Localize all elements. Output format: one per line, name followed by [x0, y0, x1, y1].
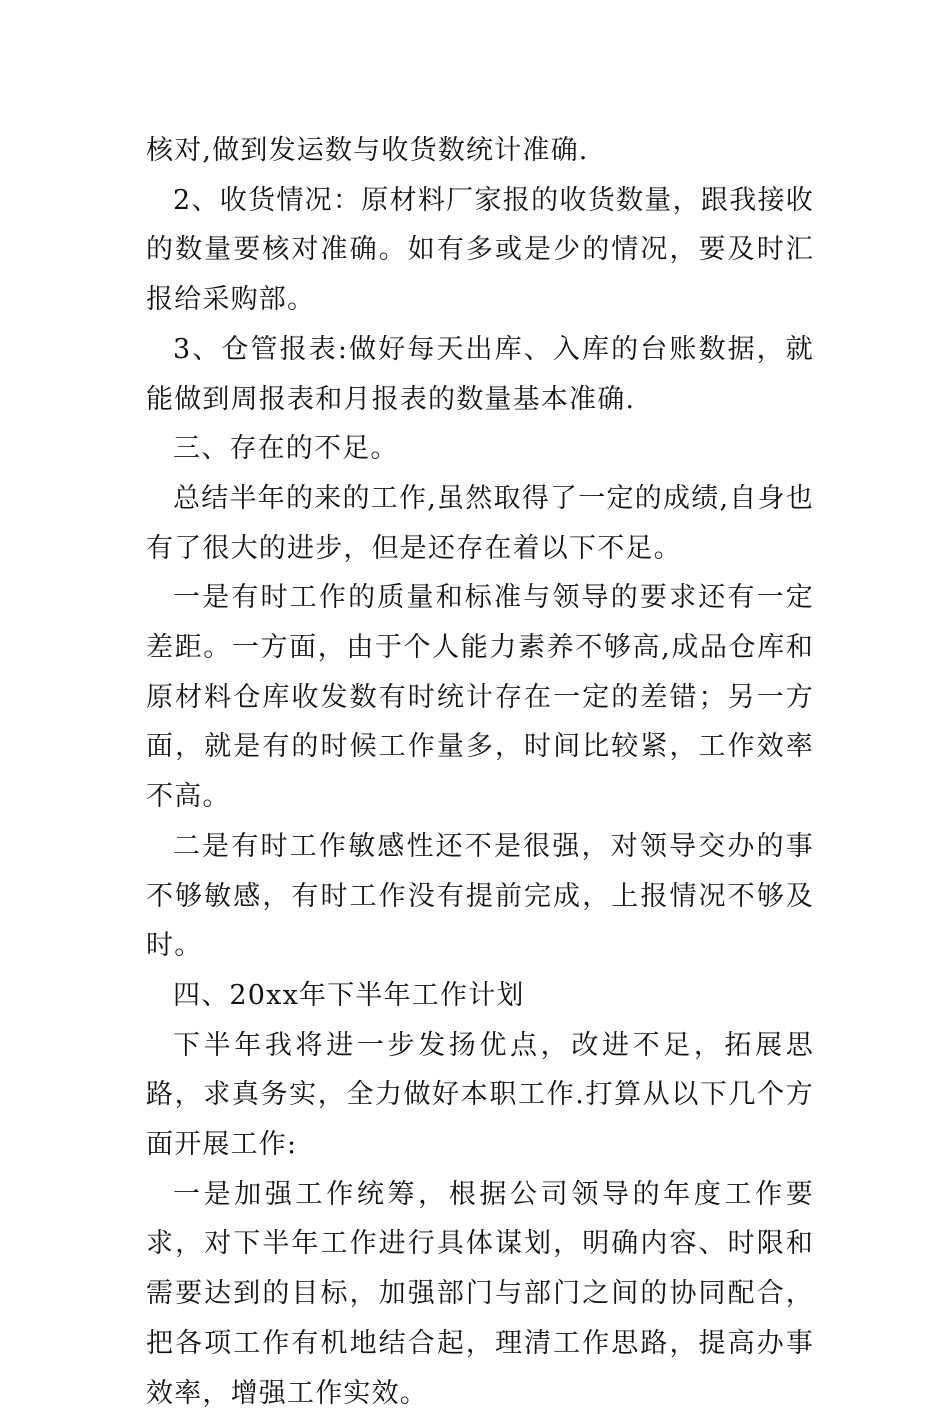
- paragraph-shortcoming-one: 一是有时工作的质量和标准与领导的要求还有一定差距。一方面，由于个人能力素养不够高,成品仓库和原材料仓库收发数有时统计存在一定的差错；另一方面，就是有的时候工作量多，时间比较紧，工作效率不高。: [146, 582, 814, 813]
- paragraph-warehouse-report: 3、仓管报表:做好每天出库、入库的台账数据，就能做到周报表和月报表的数量基本准确.: [146, 333, 814, 415]
- paragraph-plan-one: 一是加强工作统筹，根据公司领导的年度工作要求，对下半年工作进行具体谋划，明确内容、时限和需要达到的目标，加强部门与部门之间的协同配合，把各项工作有机地结合起，理清工作思路，提高办事效率，增强工作实效。: [146, 1178, 814, 1409]
- document-body: [146, 126, 814, 1418]
- section-heading-plan: 四、20xx年下半年工作计划: [173, 979, 525, 1011]
- section-heading-shortcomings: 三、存在的不足。: [173, 433, 399, 465]
- paragraph-shortcoming-two: 二是有时工作敏感性还不是很强，对领导交办的事不够敏感，有时工作没有提前完成，上报情况不够及时。: [146, 830, 814, 962]
- paragraph-plan-intro: 下半年我将进一步发扬优点，改进不足，拓展思路，求真务实，全力做好本职工作.打算从以下几个方面开展工作:: [146, 1029, 814, 1161]
- paragraph-summary: 总结半年的来的工作,虽然取得了一定的成绩,自身也有了很大的进步，但是还存在着以下不足。: [146, 482, 814, 564]
- paragraph-continuation: 核对,做到发运数与收货数统计准确.: [146, 135, 589, 166]
- paragraph-receiving-status: 2、收货情况：原材料厂家报的收货数量，跟我接收的数量要核对准确。如有多或是少的情况，要及时汇报给采购部。: [146, 184, 814, 316]
